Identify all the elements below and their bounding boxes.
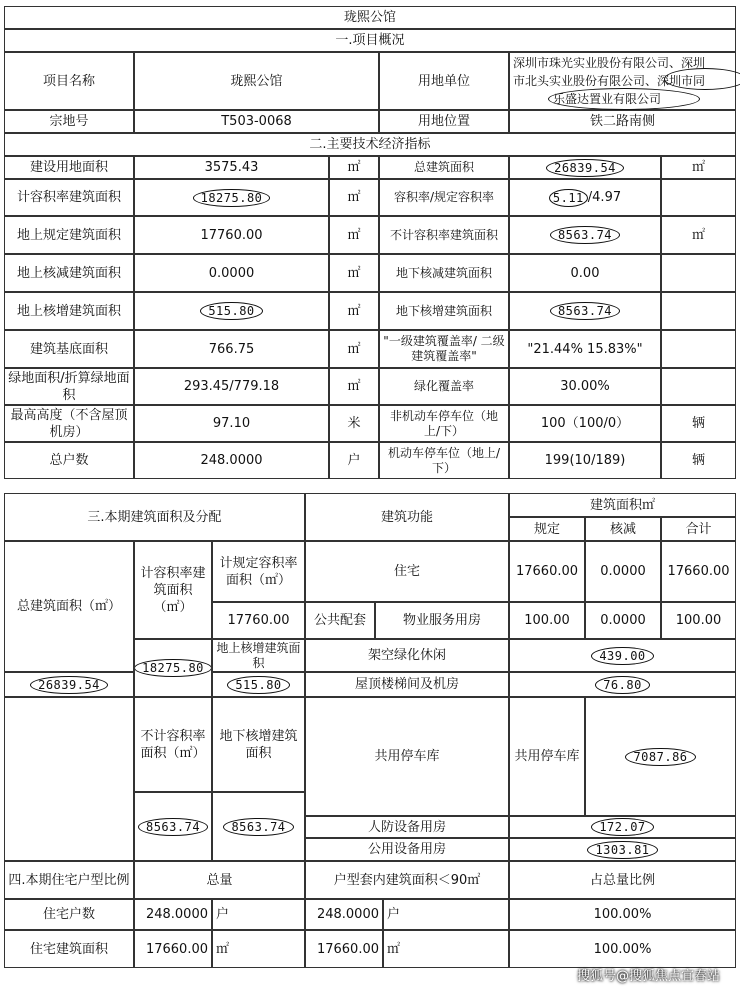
public-equipment-value-cell bbox=[509, 838, 736, 861]
indicator-unit: ㎡ bbox=[329, 330, 379, 368]
indicator-value: 3575.43 bbox=[134, 156, 329, 179]
indicator-value bbox=[509, 216, 661, 254]
far-area-value-cell bbox=[134, 639, 212, 697]
public-facility-label: 公共配套 bbox=[305, 602, 375, 639]
indicator-unit bbox=[661, 368, 736, 405]
residence-planned: 17660.00 bbox=[509, 541, 585, 602]
indicator-value: 0.00 bbox=[509, 254, 661, 292]
total-area-label: 总建筑面积（㎡） bbox=[4, 541, 134, 672]
indicator-unit: ㎡ bbox=[329, 216, 379, 254]
blank-cell bbox=[4, 697, 134, 861]
above-ground-increase-label: 地上核增建筑面积 bbox=[212, 639, 305, 672]
section-heading-unit-ratio: 四.本期住宅户型比例 bbox=[4, 861, 134, 899]
mark-circle bbox=[548, 88, 700, 110]
land-unit-line-1: 深圳市珠光实业股份有限公司、深圳 bbox=[513, 56, 706, 70]
indicator-unit: ㎡ bbox=[329, 254, 379, 292]
unit-row-label: 住宅户数 bbox=[4, 899, 134, 930]
indicator-label: "一级建筑覆盖率/ 二级建筑覆盖率" bbox=[379, 330, 509, 368]
indicator-label: 机动车停车位（地上/下） bbox=[379, 442, 509, 479]
page-title: 珑熙公馆 bbox=[4, 6, 736, 29]
underground-increase-value: 8563.74 bbox=[223, 818, 293, 836]
planned-header: 规定 bbox=[509, 517, 585, 541]
indicator-unit: 辆 bbox=[661, 442, 736, 479]
non-far-area-value-cell bbox=[134, 792, 212, 861]
green-leisure-label: 架空绿化休闲 bbox=[305, 639, 509, 672]
indicator-label: 非机动车停车位（地上/下） bbox=[379, 405, 509, 442]
indicator-unit: ㎡ bbox=[329, 368, 379, 405]
indicator-value: "21.44% 15.83%" bbox=[509, 330, 661, 368]
unit-row-ratio: 100.00% bbox=[509, 930, 736, 968]
indicator-label: 不计容积率建筑面积 bbox=[379, 216, 509, 254]
green-leisure-value-cell bbox=[509, 639, 736, 672]
indicator-unit bbox=[661, 179, 736, 216]
unit-row-total: 17660.00 bbox=[134, 930, 212, 968]
underground-increase-label: 地下核增建筑面积 bbox=[212, 697, 305, 792]
unit-row-total: 248.0000 bbox=[134, 899, 212, 930]
mark-circle bbox=[664, 68, 740, 90]
roof-room-value: 76.80 bbox=[595, 676, 650, 694]
far-area-value: 18275.80 bbox=[134, 659, 212, 677]
ratio-header: 占总量比例 bbox=[509, 861, 736, 899]
indicator-label: 建筑基底面积 bbox=[4, 330, 134, 368]
indicator-label: 总户数 bbox=[4, 442, 134, 479]
property-total: 100.00 bbox=[661, 602, 736, 639]
reduced-header: 核减 bbox=[585, 517, 661, 541]
lot-number-label: 宗地号 bbox=[4, 110, 134, 133]
above-ground-increase-value-cell bbox=[212, 672, 305, 697]
indicator-value-circled: 8563.74 bbox=[550, 302, 620, 320]
civil-defense-value-cell bbox=[509, 816, 736, 838]
green-leisure-value: 439.00 bbox=[591, 647, 653, 665]
indicator-value-circled: 515.80 bbox=[200, 302, 262, 320]
public-equipment-value: 1303.81 bbox=[587, 841, 657, 859]
indicator-value: 766.75 bbox=[134, 330, 329, 368]
indicator-unit: ㎡ bbox=[329, 156, 379, 179]
land-location-label: 用地位置 bbox=[379, 110, 509, 133]
indicator-label: 容积率/规定容积率 bbox=[379, 179, 509, 216]
far-area-label: 计容积率建筑面积（㎡） bbox=[134, 541, 212, 639]
residence-label: 住宅 bbox=[305, 541, 509, 602]
indicator-label: 绿地面积/折算绿地面积 bbox=[4, 368, 134, 405]
property-service-label: 物业服务用房 bbox=[375, 602, 509, 639]
unit-row-type: 248.0000 bbox=[305, 899, 383, 930]
unit-row-ratio: 100.00% bbox=[509, 899, 736, 930]
non-far-area-value: 8563.74 bbox=[138, 818, 208, 836]
lot-number-value: T503-0068 bbox=[134, 110, 379, 133]
indicator-value bbox=[509, 156, 661, 179]
indicator-value: 97.10 bbox=[134, 405, 329, 442]
indicator-value: 293.45/779.18 bbox=[134, 368, 329, 405]
project-name-label: 项目名称 bbox=[4, 52, 134, 110]
property-planned: 100.00 bbox=[509, 602, 585, 639]
indicator-value: 100（100/0） bbox=[509, 405, 661, 442]
indicator-unit bbox=[661, 292, 736, 330]
indicator-value bbox=[509, 292, 661, 330]
far-ratio-actual: 5.11 bbox=[549, 189, 588, 207]
indicator-unit: 户 bbox=[329, 442, 379, 479]
indicator-label: 地上核增建筑面积 bbox=[4, 292, 134, 330]
indicator-unit bbox=[661, 254, 736, 292]
total-header: 合计 bbox=[661, 517, 736, 541]
property-reduced: 0.0000 bbox=[585, 602, 661, 639]
unit-row-label: 住宅建筑面积 bbox=[4, 930, 134, 968]
indicator-value: 30.00% bbox=[509, 368, 661, 405]
section-heading-area-allocation: 三.本期建筑面积及分配 bbox=[4, 493, 305, 541]
indicator-value bbox=[134, 179, 329, 216]
unit-row-type: 17660.00 bbox=[305, 930, 383, 968]
building-function-header: 建筑功能 bbox=[305, 493, 509, 541]
indicator-value-circled: 8563.74 bbox=[550, 226, 620, 244]
indicator-label: 地下核减建筑面积 bbox=[379, 254, 509, 292]
indicator-label: 建设用地面积 bbox=[4, 156, 134, 179]
indicator-label: 最高高度（不含屋顶机房） bbox=[4, 405, 134, 442]
total-area-value: 26839.54 bbox=[30, 676, 108, 694]
regulated-far-label: 计规定容积率面积（㎡） bbox=[212, 541, 305, 602]
total-area-value-cell bbox=[4, 672, 134, 697]
indicator-unit bbox=[661, 330, 736, 368]
roof-room-value-cell bbox=[509, 672, 736, 697]
indicator-label: 计容积率建筑面积 bbox=[4, 179, 134, 216]
indicator-value: 248.0000 bbox=[134, 442, 329, 479]
shared-parking-label-2: 共用停车库 bbox=[509, 697, 585, 816]
non-far-area-label: 不计容积率面积（㎡） bbox=[134, 697, 212, 792]
far-ratio-regulated: /4.97 bbox=[587, 190, 622, 205]
section-heading-overview: 一.项目概况 bbox=[4, 29, 736, 52]
indicator-label: 地上规定建筑面积 bbox=[4, 216, 134, 254]
indicator-value-circled: 18275.80 bbox=[193, 189, 271, 207]
indicator-label: 地上核减建筑面积 bbox=[4, 254, 134, 292]
indicator-unit: ㎡ bbox=[329, 179, 379, 216]
indicator-value bbox=[509, 179, 661, 216]
indicator-unit: 辆 bbox=[661, 405, 736, 442]
indicator-label: 绿化覆盖率 bbox=[379, 368, 509, 405]
section-heading-indicators: 二.主要技术经济指标 bbox=[4, 133, 736, 156]
indicator-value: 199(10/189) bbox=[509, 442, 661, 479]
residence-total: 17660.00 bbox=[661, 541, 736, 602]
area-header: 建筑面积㎡ bbox=[509, 493, 736, 517]
watermark: 搜狐号@搜狐焦点宜春站 bbox=[576, 969, 720, 984]
land-unit-label: 用地单位 bbox=[379, 52, 509, 110]
shared-parking-value: 7087.86 bbox=[625, 748, 695, 766]
indicator-value: 17760.00 bbox=[134, 216, 329, 254]
indicator-unit: ㎡ bbox=[661, 156, 736, 179]
indicator-label: 地下核增建筑面积 bbox=[379, 292, 509, 330]
unit-row-type-unit: ㎡ bbox=[383, 930, 509, 968]
underground-increase-value-cell bbox=[212, 792, 305, 861]
regulated-far-value: 17760.00 bbox=[212, 602, 305, 639]
indicator-label: 总建筑面积 bbox=[379, 156, 509, 179]
public-equipment-label: 公用设备用房 bbox=[305, 838, 509, 861]
indicator-unit: 米 bbox=[329, 405, 379, 442]
civil-defense-label: 人防设备用房 bbox=[305, 816, 509, 838]
indicator-unit: ㎡ bbox=[329, 292, 379, 330]
civil-defense-value: 172.07 bbox=[591, 818, 653, 836]
shared-parking-label: 共用停车库 bbox=[305, 697, 509, 816]
land-unit-line-3: 乐盛达置业有限公司 bbox=[553, 92, 662, 106]
indicator-value: 0.0000 bbox=[134, 254, 329, 292]
unit-row-type-unit: 户 bbox=[383, 899, 509, 930]
roof-room-label: 屋顶楼梯间及机房 bbox=[305, 672, 509, 697]
land-unit-line-2: 市北头实业股份有限公司、深圳市同 bbox=[513, 74, 706, 88]
residence-reduced: 0.0000 bbox=[585, 541, 661, 602]
unit-type-header: 户型套内建筑面积＜90㎡ bbox=[305, 861, 509, 899]
unit-row-total-unit: 户 bbox=[212, 899, 305, 930]
land-location-value: 铁二路南侧 bbox=[509, 110, 736, 133]
total-amount-header: 总量 bbox=[134, 861, 305, 899]
above-ground-increase-value: 515.80 bbox=[227, 676, 289, 694]
project-name-value: 珑熙公馆 bbox=[134, 52, 379, 110]
shared-parking-value-cell bbox=[585, 697, 736, 816]
indicator-unit: ㎡ bbox=[661, 216, 736, 254]
indicator-value bbox=[134, 292, 329, 330]
unit-row-total-unit: ㎡ bbox=[212, 930, 305, 968]
indicator-value-circled: 26839.54 bbox=[546, 159, 624, 177]
